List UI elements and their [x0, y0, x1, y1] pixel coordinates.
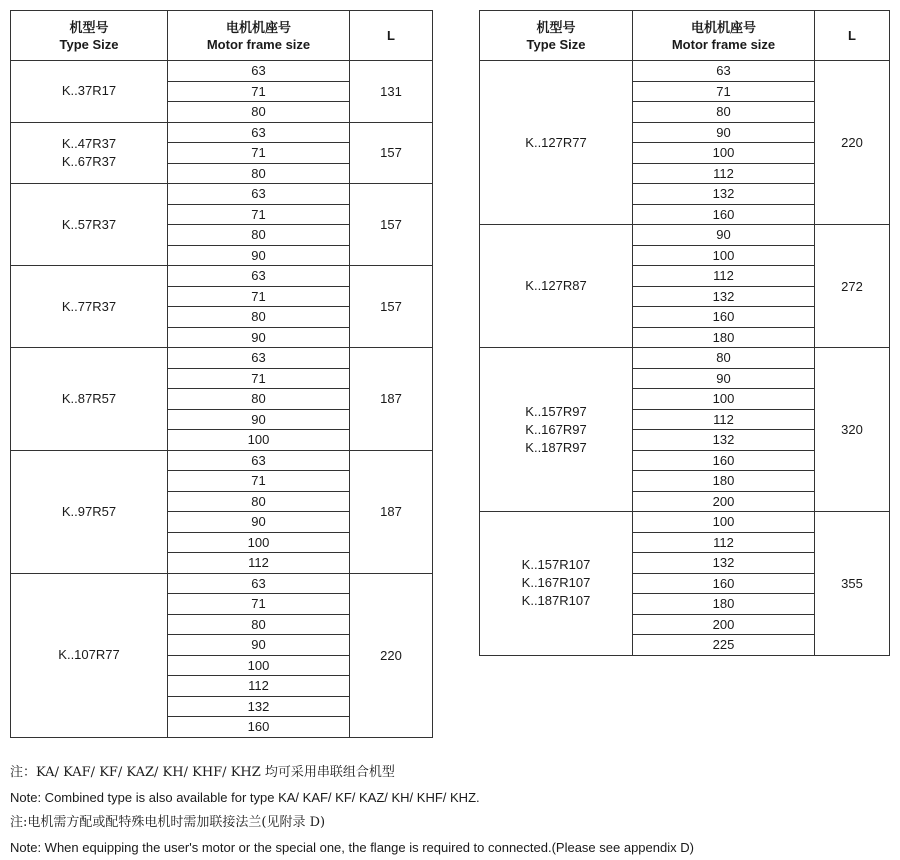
type-size-header: [480, 11, 633, 61]
type-size-label: K..67R37: [61, 153, 117, 169]
motor-frame-cell: 160: [168, 717, 350, 738]
motor-frame-cell: 80: [168, 491, 350, 512]
table-row: [11, 61, 433, 82]
motor-frame-cell: 90: [168, 512, 350, 533]
type-size-label: K..37R17: [61, 83, 117, 99]
motor-frame-cell: 132: [633, 430, 815, 451]
length-cell: 187: [350, 348, 433, 451]
type-size-label: K..187R97: [525, 439, 587, 455]
motor-frame-cell: 71: [168, 286, 350, 307]
type-size-cell: [11, 61, 168, 123]
motor-frame-cell: 225: [633, 635, 815, 656]
type-size-cell: [11, 450, 168, 573]
motor-frame-cell: 63: [168, 184, 350, 205]
motor-frame-cell: 90: [168, 245, 350, 266]
motor-frame-header-cn: 电机机座号: [690, 19, 756, 35]
type-size-label: K..127R77: [525, 134, 587, 150]
left-table-body: [11, 11, 433, 738]
motor-frame-cell: 180: [633, 471, 815, 492]
motor-frame-cell: 63: [168, 348, 350, 369]
table-row: [11, 450, 433, 471]
motor-frame-cell: 71: [633, 81, 815, 102]
type-size-cell: [11, 573, 168, 737]
length-header: L: [350, 11, 433, 61]
motor-frame-header-en: Motor frame size: [671, 36, 776, 52]
type-size-cell: [11, 184, 168, 266]
type-size-label: K..167R107: [521, 575, 591, 591]
length-cell: 187: [350, 450, 433, 573]
type-size-header: [11, 11, 168, 61]
motor-frame-cell: 112: [633, 409, 815, 430]
length-header: L: [815, 11, 890, 61]
length-cell: 220: [350, 573, 433, 737]
table-row: [11, 573, 433, 594]
left-spec-table: [10, 10, 433, 738]
type-size-header-en: Type Size: [59, 36, 119, 52]
motor-frame-cell: 80: [168, 307, 350, 328]
motor-frame-cell: 80: [168, 225, 350, 246]
motor-frame-cell: 132: [633, 184, 815, 205]
type-size-label: K..167R97: [525, 421, 587, 437]
type-size-cell: [480, 61, 633, 225]
type-size-label: K..127R87: [525, 278, 587, 293]
type-size-label: K..47R37: [61, 135, 117, 151]
motor-frame-cell: 90: [633, 122, 815, 143]
length-cell: 157: [350, 184, 433, 266]
motor-frame-cell: 132: [633, 286, 815, 307]
type-size-header-cn: 机型号: [69, 19, 109, 35]
motor-frame-cell: 160: [633, 204, 815, 225]
type-size-label: K..77R37: [61, 298, 117, 314]
type-size-label: K..157R97: [525, 403, 587, 419]
motor-frame-cell: 112: [168, 676, 350, 697]
motor-frame-cell: 80: [168, 614, 350, 635]
motor-frame-cell: 112: [168, 553, 350, 574]
length-cell: 320: [815, 348, 890, 512]
table-row: [11, 266, 433, 287]
motor-frame-cell: 63: [168, 266, 350, 287]
note-combined-en: Note: Combined type is also available for type KA/ KAF/ KF/ KAZ/ KH/ KHF/ KHZ.: [10, 790, 480, 805]
motor-frame-cell: 71: [168, 594, 350, 615]
table-row: [480, 225, 890, 246]
motor-frame-cell: 160: [633, 450, 815, 471]
motor-frame-cell: 80: [168, 389, 350, 410]
type-size-cell: [480, 512, 633, 656]
motor-frame-header: [633, 11, 815, 61]
motor-frame-cell: 200: [633, 614, 815, 635]
table-row: [480, 348, 890, 369]
length-cell: 272: [815, 225, 890, 348]
motor-frame-cell: 71: [168, 471, 350, 492]
motor-frame-cell: 160: [633, 573, 815, 594]
note-flange-en: Note: When equipping the user's motor or the special one, the flange is required to connected.(Please see appendix D): [10, 840, 694, 855]
type-size-cell: [11, 266, 168, 348]
motor-frame-cell: 80: [168, 102, 350, 123]
note-combined-cn: 注：KA/ KAF/ KF/ KAZ/ KH/ KHF/ KHZ 均可采用串联组合机型: [10, 765, 395, 780]
type-size-label: K..187R107: [521, 593, 591, 609]
motor-frame-cell: 132: [633, 553, 815, 574]
table-row: [480, 512, 890, 533]
motor-frame-header-en: Motor frame size: [206, 36, 311, 52]
motor-frame-cell: 100: [633, 389, 815, 410]
motor-frame-cell: 80: [633, 348, 815, 369]
length-cell: 355: [815, 512, 890, 656]
type-size-label: K..57R37: [61, 216, 117, 232]
right-table-body: [480, 11, 890, 656]
type-size-label: K..107R77: [58, 647, 120, 662]
motor-frame-cell: 100: [168, 430, 350, 451]
motor-frame-cell: 90: [168, 327, 350, 348]
type-size-cell: [11, 348, 168, 451]
motor-frame-cell: 90: [168, 635, 350, 656]
length-cell: 157: [350, 122, 433, 184]
type-size-label: K..87R57: [61, 390, 117, 406]
motor-frame-cell: 112: [633, 532, 815, 553]
motor-frame-cell: 63: [633, 61, 815, 82]
motor-frame-cell: 71: [168, 204, 350, 225]
motor-frame-cell: 80: [168, 163, 350, 184]
header-row: [480, 11, 890, 61]
motor-frame-cell: 112: [633, 163, 815, 184]
motor-frame-cell: 160: [633, 307, 815, 328]
motor-frame-cell: 63: [168, 450, 350, 471]
type-size-label: K..97R57: [61, 503, 117, 519]
notes-section: [10, 760, 895, 860]
motor-frame-cell: 112: [633, 266, 815, 287]
table-row: [480, 61, 890, 82]
type-size-cell: [480, 348, 633, 512]
motor-frame-cell: 71: [168, 143, 350, 164]
motor-frame-cell: 100: [168, 655, 350, 676]
type-size-cell: [11, 122, 168, 184]
length-cell: 220: [815, 61, 890, 225]
type-size-label: K..157R107: [521, 557, 591, 573]
length-cell: 157: [350, 266, 433, 348]
motor-frame-cell: 180: [633, 594, 815, 615]
type-size-cell: [480, 225, 633, 348]
right-spec-table: [479, 10, 890, 656]
motor-frame-cell: 100: [633, 143, 815, 164]
motor-frame-cell: 80: [633, 102, 815, 123]
motor-frame-cell: 63: [168, 61, 350, 82]
motor-frame-header-cn: 电机机座号: [225, 19, 291, 35]
length-cell: 131: [350, 61, 433, 123]
motor-frame-cell: 71: [168, 368, 350, 389]
motor-frame-cell: 100: [633, 245, 815, 266]
motor-frame-cell: 200: [633, 491, 815, 512]
motor-frame-cell: 100: [168, 532, 350, 553]
type-size-header-en: Type Size: [526, 36, 586, 52]
table-row: [11, 122, 433, 143]
motor-frame-cell: 90: [168, 409, 350, 430]
table-row: [11, 184, 433, 205]
motor-frame-header: [168, 11, 350, 61]
header-row: [11, 11, 433, 61]
motor-frame-cell: 63: [168, 573, 350, 594]
motor-frame-cell: 90: [633, 368, 815, 389]
note-flange-cn: 注:电机需方配或配特殊电机时需加联接法兰(见附录 D): [10, 815, 326, 830]
type-size-header-cn: 机型号: [536, 19, 576, 35]
motor-frame-cell: 180: [633, 327, 815, 348]
motor-frame-cell: 71: [168, 81, 350, 102]
motor-frame-cell: 63: [168, 122, 350, 143]
motor-frame-cell: 132: [168, 696, 350, 717]
table-row: [11, 348, 433, 369]
motor-frame-cell: 90: [633, 225, 815, 246]
motor-frame-cell: 100: [633, 512, 815, 533]
